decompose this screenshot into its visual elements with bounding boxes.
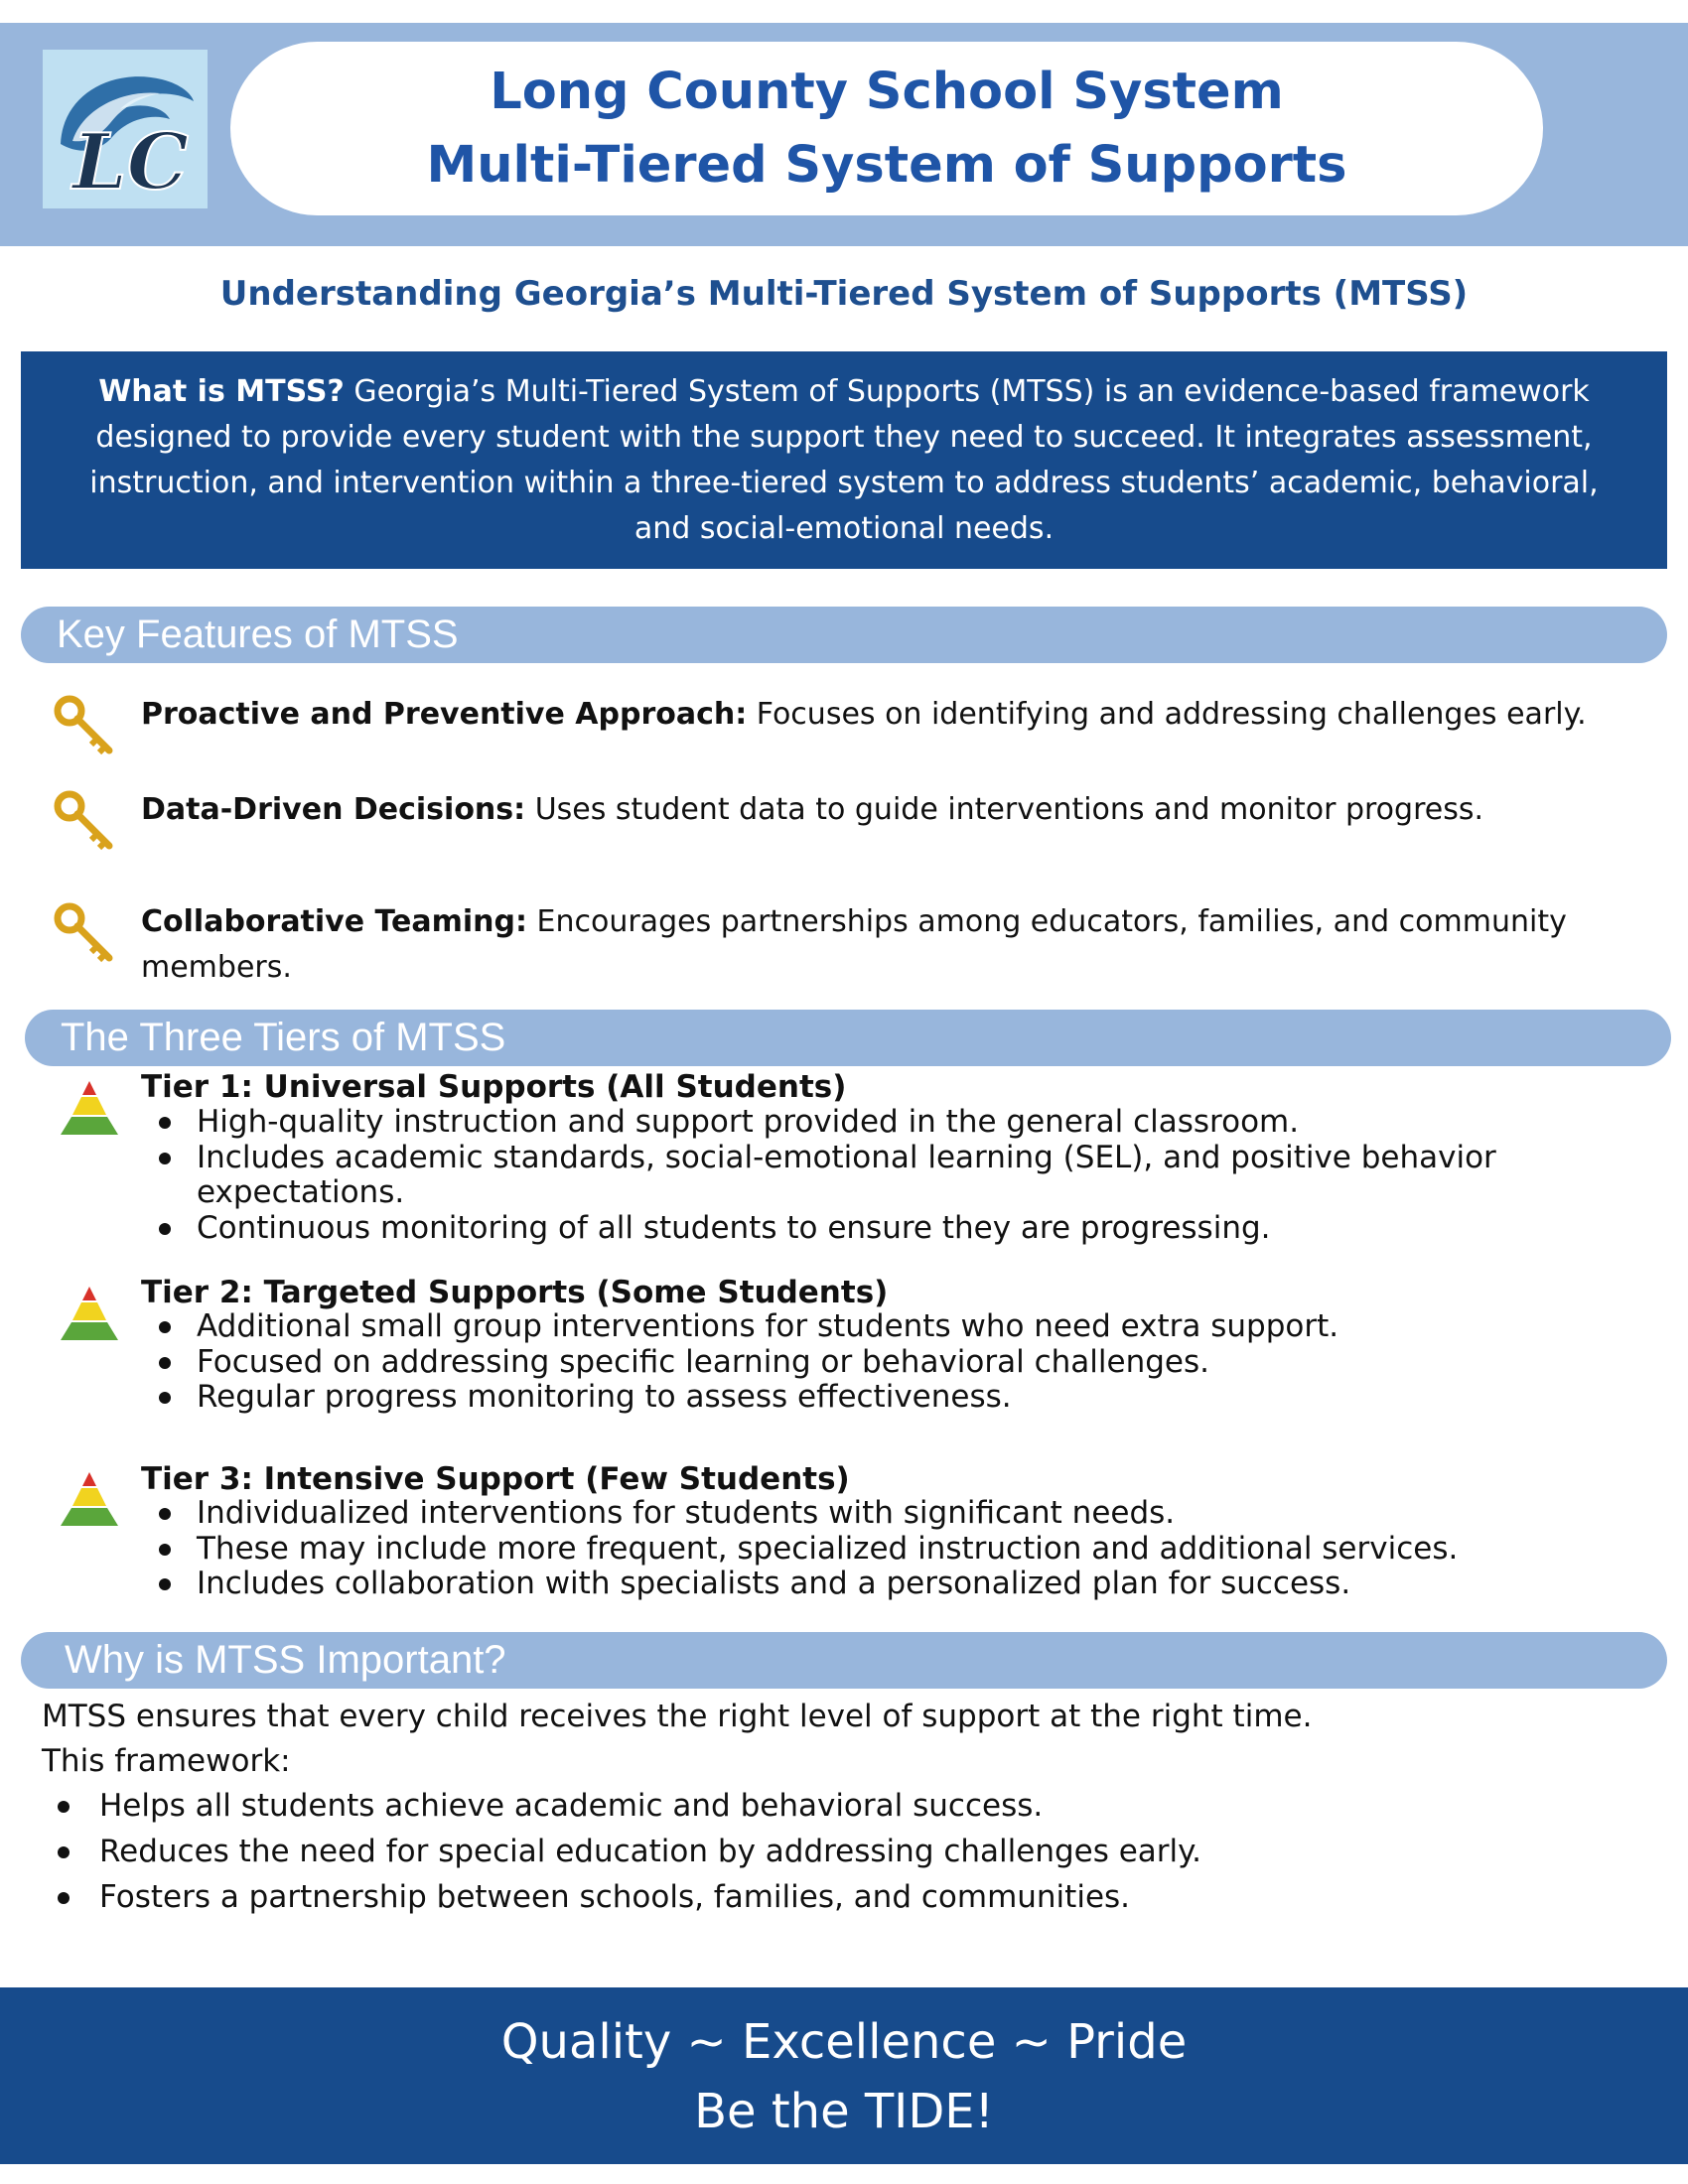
pyramid-icon — [57, 1079, 122, 1137]
footer-slogan: Be the TIDE! — [694, 2084, 994, 2139]
list-item: Additional small group interventions for students who need extra support. — [159, 1309, 1628, 1345]
list-item: Regular progress monitoring to assess effectiveness. — [159, 1380, 1628, 1416]
tier-heading: Tier 2: Targeted Supports (Some Students) — [141, 1275, 889, 1310]
tier-bullet-list — [159, 1105, 1628, 1246]
tier-bullet-list — [159, 1309, 1628, 1416]
list-item: Includes academic standards, social-emotional learning (SEL), and positive behavior expectations. — [159, 1141, 1628, 1211]
feature-label: Data-Driven Decisions: — [141, 792, 526, 827]
key-icon — [52, 693, 121, 762]
feature-text: Uses student data to guide interventions and monitor progress. — [525, 792, 1484, 827]
intro-lead: What is MTSS? — [98, 373, 345, 409]
list-item: Continuous monitoring of all students to ensure they are progressing. — [159, 1211, 1628, 1247]
footer-banner — [0, 1987, 1688, 2164]
footer-motto: Quality ~ Excellence ~ Pride — [500, 2014, 1188, 2070]
page-title-line2: Multi-Tiered System of Supports — [426, 135, 1347, 195]
feature-label: Collaborative Teaming: — [141, 904, 527, 939]
feature-text: Encourages partnerships among educators, families, and community members. — [141, 904, 1567, 985]
list-item: High-quality instruction and support provided in the general classroom. — [159, 1105, 1628, 1141]
list-item: Individualized interventions for students with significant needs. — [159, 1496, 1628, 1532]
wave-logo-icon — [43, 50, 208, 208]
pyramid-icon — [57, 1285, 122, 1342]
intro-paragraph — [70, 369, 1618, 552]
list-item: These may include more frequent, specialized instruction and additional services. — [159, 1532, 1628, 1568]
intro-text: Georgia’s Multi-Tiered System of Supports (MTSS) is an evidence-based framework designed to provide every student with the support they need to succeed. It integrates assessment, instruction, and intervention within a three-tiered system to address students’ academic, behavioral, and social-emotional needs. — [89, 373, 1599, 546]
list-item: Includes collaboration with specialists and a personalized plan for success. — [159, 1567, 1628, 1602]
section-heading-why: Why is MTSS Important? — [21, 1632, 1667, 1689]
why-framework-label: This framework: — [42, 1743, 291, 1779]
key-icon — [52, 900, 121, 970]
page-title-line1: Long County School System — [490, 62, 1284, 121]
list-item: Helps all students achieve academic and behavioral success. — [58, 1783, 1201, 1829]
page-subtitle: Understanding Georgia’s Multi-Tiered System of Supports (MTSS) — [219, 274, 1469, 314]
list-item: Fosters a partnership between schools, families, and communities. — [58, 1874, 1201, 1920]
section-heading-tiers: The Three Tiers of MTSS — [25, 1010, 1671, 1066]
tier-heading: Tier 3: Intensive Support (Few Students) — [141, 1461, 850, 1497]
feature-label: Proactive and Preventive Approach: — [141, 697, 748, 732]
school-logo — [43, 50, 208, 208]
tier-heading: Tier 1: Universal Supports (All Students) — [141, 1069, 847, 1105]
key-icon — [52, 788, 121, 858]
svg-text:LC: LC — [72, 117, 189, 207]
title-banner — [230, 42, 1543, 215]
feature-item — [141, 899, 1650, 991]
feature-item — [141, 692, 1650, 738]
tier-bullet-list — [159, 1496, 1628, 1602]
intro-box — [21, 351, 1667, 569]
list-item: Focused on addressing specific learning or behavioral challenges. — [159, 1345, 1628, 1381]
why-bullet-list — [58, 1783, 1201, 1920]
feature-text: Focuses on identifying and addressing challenges early. — [747, 697, 1587, 732]
list-item: Reduces the need for special education by addressing challenges early. — [58, 1829, 1201, 1874]
feature-item — [141, 787, 1650, 833]
why-intro-text: MTSS ensures that every child receives the right level of support at the right time. — [42, 1699, 1313, 1734]
section-heading-key-features: Key Features of MTSS — [21, 607, 1667, 663]
pyramid-icon — [57, 1470, 122, 1528]
